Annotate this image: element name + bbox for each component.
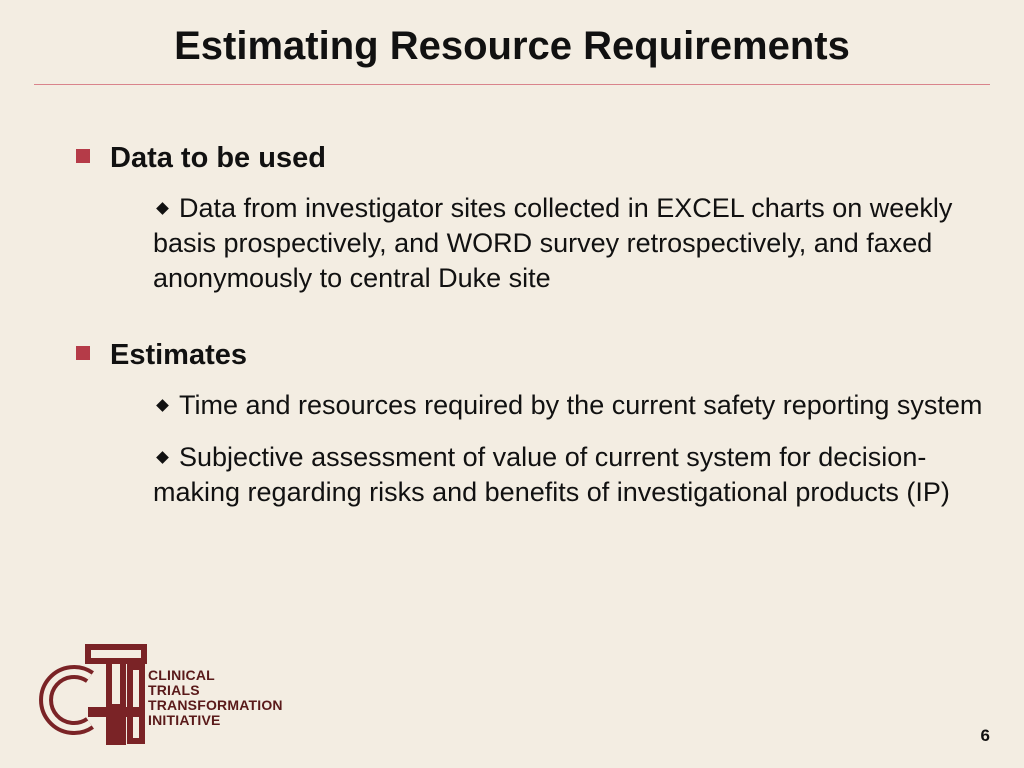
section-heading: Estimates <box>110 338 248 371</box>
bullet-text: Time and resources required by the current safety reporting system <box>179 390 983 420</box>
bullet-level2 <box>153 388 993 423</box>
bullet-text: Subjective assessment of value of current system for decision-making regarding risks and benefits of investigational products (IP) <box>153 442 950 507</box>
bullet-level2 <box>153 440 993 510</box>
slide-title: Estimating Resource Requirements <box>174 24 850 68</box>
logo-line: TRIALS <box>148 682 200 698</box>
square-bullet-icon <box>76 149 90 163</box>
diamond-bullet-icon <box>156 399 169 412</box>
bullet-level1 <box>76 337 996 373</box>
square-bullet-icon <box>76 346 90 360</box>
diamond-bullet-icon <box>156 451 169 464</box>
bullet-level2 <box>153 191 993 296</box>
logo-letter-i <box>130 667 142 741</box>
logo-line: CLINICAL <box>148 667 215 683</box>
bullet-level1 <box>76 140 996 176</box>
logo-wordmark <box>148 668 283 728</box>
diamond-bullet-icon <box>156 202 169 215</box>
logo-line: INITIATIVE <box>148 712 221 728</box>
title-divider <box>34 84 990 85</box>
bullet-text: Data from investigator sites collected in EXCEL charts on weekly basis prospectively, and WORD survey retrospectively, and faxed anonymously to central Duke site <box>153 193 953 293</box>
section-data-to-be-used <box>76 140 996 296</box>
section-heading: Data to be used <box>110 141 326 174</box>
section-estimates <box>76 337 996 510</box>
logo-line: TRANSFORMATION <box>148 697 283 713</box>
page-number: 6 <box>980 726 990 745</box>
